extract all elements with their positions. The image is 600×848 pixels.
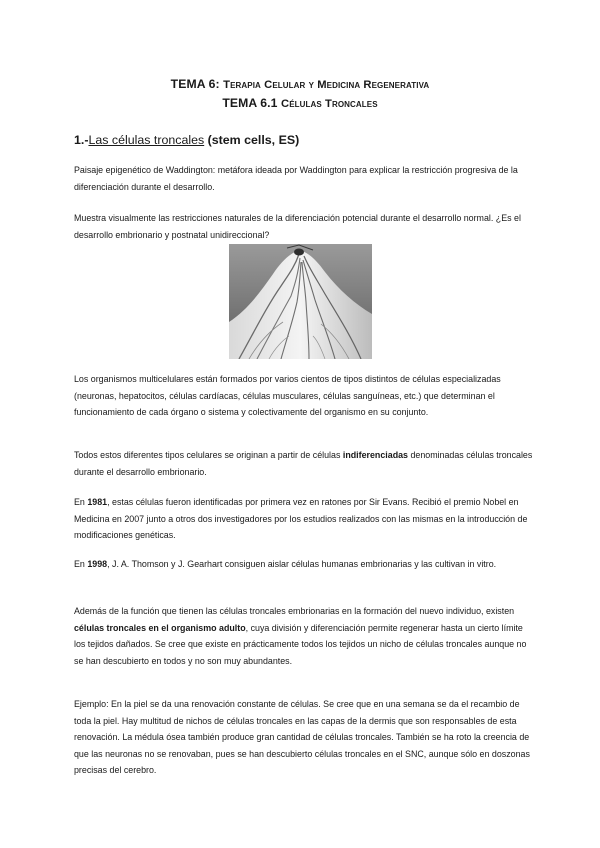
p7-text-a: Además de la función que tienen las células troncales embrionarias en la formación del nuevo individuo, existen xyxy=(74,606,515,616)
paragraph-restrictions: Muestra visualmente las restricciones naturales de la diferenciación potencial durante el desarrollo normal. ¿Es el desarrollo embrionario y postnatal unidireccional? xyxy=(74,213,521,240)
p4-text-c: denominadas células troncales durante el desarrollo embrionario. xyxy=(74,450,533,477)
title-main-1: TEMA 6: xyxy=(170,77,220,91)
p7-text-c: , cuya división y diferenciación permite regenerar hasta un cierto límite los tejidos dañados. Se cree que existe en prácticamente todos los tejidos un nicho de células troncales aunque no se han descubierto en todos y no son muy abundantes. xyxy=(74,622,527,666)
title-smallcaps-1: Terapia Celular y Medicina Regenerativa xyxy=(223,79,430,91)
p5-bold: 1981 xyxy=(87,497,108,507)
paragraph-waddington: Paisaje epigenético de Waddington: metáfora ideada por Waddington para explicar la restricción progresiva de la diferenciación durante el desarrollo. xyxy=(74,165,518,192)
section-heading xyxy=(74,133,299,147)
p6-text-c: , J. A. Thomson y J. Gearhart consiguen aislar células humanas embrionarias y las cultivan in vitro. xyxy=(107,559,497,569)
paragraph-1981 xyxy=(74,494,534,544)
paragraph-multicellular: Los organismos multicelulares están formados por varios cientos de tipos distintos de células especializadas (neuronas, hepatocitos, células cardíacas, células musculares, células sanguíneas, etc.) que determinan el funcionamiento de cada órgano o sistema y colectivamente del organismo en su conjunto. xyxy=(74,374,501,418)
waddington-landscape-illustration xyxy=(229,244,372,359)
document-title-line-1 xyxy=(0,77,600,91)
paragraph-undifferentiated xyxy=(74,447,534,480)
p5-text-a: En xyxy=(74,497,88,507)
paragraph-adult-stem-cells xyxy=(74,603,534,669)
section-title-underlined: Las células troncales xyxy=(88,133,205,147)
p7-bold: células troncales en el organismo adulto xyxy=(74,622,246,633)
p4-text-a: Todos estos diferentes tipos celulares se originan a partir de células xyxy=(74,450,343,460)
title-smallcaps-2: Células Troncales xyxy=(281,98,378,110)
title-main-2: TEMA 6.1 xyxy=(222,96,278,110)
paragraph-example: Ejemplo: En la piel se da una renovación constante de células. Se cree que en una semana se da el recambio de toda la piel. Hay multitud de nichos de células troncales en las capas de la dermis que son responsables de esta renovación. La médula ósea también produce gran cantidad de células troncales. También se ha roto la creencia de que las neuronas no se renovaban, pues se han descubierto células troncales en el SNC, aunque sólo en doszonas precisas del cerebro. xyxy=(74,699,530,776)
section-title-rest: (stem cells, ES) xyxy=(204,133,300,147)
p6-bold: 1998 xyxy=(87,559,108,569)
p6-text-a: En xyxy=(74,559,88,569)
section-number: 1.- xyxy=(74,133,89,147)
document-title-line-2 xyxy=(0,96,600,110)
p5-text-c: , estas células fueron identificadas por primera vez en ratones por Sir Evans. Recibió el premio Nobel en Medicina en 2007 junto a otros dos investigadores por los estudios realizados con las mismas en la introducción de modificaciones genéticas. xyxy=(74,497,528,541)
p4-bold: indiferenciadas xyxy=(342,450,408,460)
paragraph-1998 xyxy=(74,556,534,573)
